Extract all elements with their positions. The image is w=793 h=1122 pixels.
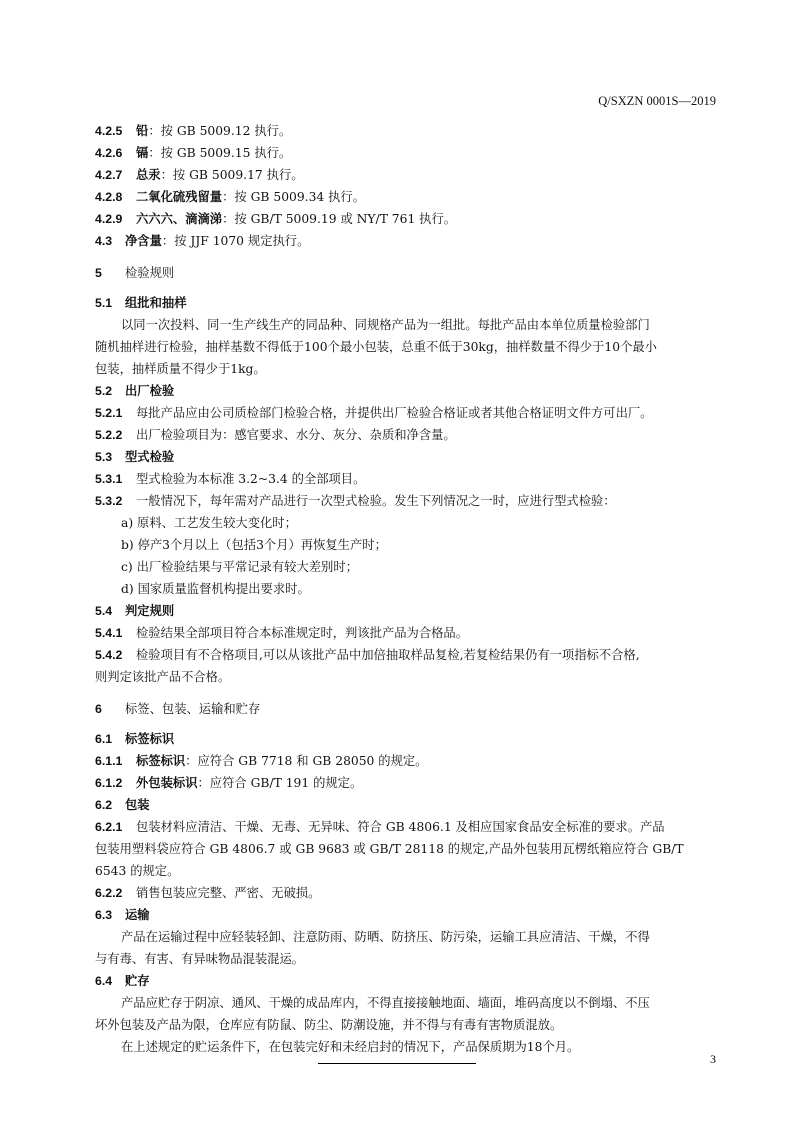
clause-5-1-heading: 5.1 组批和抽样 (95, 296, 187, 310)
standard-number: Q/SXZN 0001S—2019 (598, 94, 716, 108)
clause-5-4-2-cont: 则判定该批产品不合格。 (95, 670, 231, 684)
clause-6-4-para-line: 在上述规定的贮运条件下，在包装完好和未经启封的情况下，产品保质期为18个月。 (121, 1040, 580, 1054)
clause-5-4-1: 5.4.1 检验结果全部项目符合本标准规定时，判该批产品为合格品。 (95, 626, 469, 640)
document-body (95, 120, 717, 1058)
clause-6-4-heading: 6.4 贮存 (95, 974, 150, 988)
clause-5-4-heading: 5.4 判定规则 (95, 604, 175, 618)
clause-5-3-heading: 5.3 型式检验 (95, 450, 175, 464)
section-5-heading: 5 检验规则 (95, 266, 175, 280)
clause-5-2-2: 5.2.2 出厂检验项目为：感官要求、水分、灰分、杂质和净含量。 (95, 428, 456, 442)
clause-5-1-para-line: 随机抽样进行检验，抽样基数不得低于100个最小包装，总重不低于30kg，抽样数量不得少于10个最小 (95, 340, 657, 354)
clause-4-2-7: 4.2.7 总汞：按 GB 5009.17 执行。 (95, 168, 304, 182)
clause-5-4-2: 5.4.2 检验项目有不合格项目,可以从该批产品中加倍抽取样品复检,若复检结果仍有一项指标不合格, (95, 648, 640, 662)
clause-6-2-1: 6.2.1 包装材料应清洁、干燥、无毒、无异味、符合 GB 4806.1 及相应国家食品安全标准的要求。产品 (95, 820, 665, 834)
clause-6-1-2: 6.1.2 外包装标识：应符合 GB/T 191 的规定。 (95, 776, 363, 790)
list-item: d) 国家质量监督机构提出要求时。 (121, 582, 310, 596)
list-item: c) 出厂检验结果与平常记录有较大差别时； (121, 560, 358, 574)
clause-4-2-9: 4.2.9 六六六、滴滴涕：按 GB/T 5009.19 或 NY/T 761 执行。 (95, 212, 457, 226)
clause-5-1-para-line: 以同一次投料、同一生产线生产的同品种、同规格产品为一组批。每批产品由本单位质量检验部门 (121, 318, 650, 332)
list-item: a) 原料、工艺发生较大变化时； (121, 516, 297, 530)
clause-6-1-1: 6.1.1 标签标识：应符合 GB 7718 和 GB 28050 的规定。 (95, 754, 428, 768)
section-6-heading: 6 标签、包装、运输和贮存 (95, 702, 261, 716)
clause-6-2-heading: 6.2 包装 (95, 798, 150, 812)
clause-6-1-heading: 6.1 标签标识 (95, 732, 175, 746)
footer-rule (318, 1063, 476, 1064)
clause-6-2-2: 6.2.2 销售包装应完整、严密、无破损。 (95, 886, 321, 900)
clause-6-2-1-cont: 6543 的规定。 (95, 864, 180, 878)
clause-6-3-para-line: 与有毒、有害、有异味物品混装混运。 (95, 952, 305, 966)
clause-6-3-para-line: 产品在运输过程中应轻装轻卸、注意防雨、防晒、防挤压、防污染，运输工具应清洁、干燥，不得 (121, 930, 650, 944)
list-item: b) 停产3个月以上（包括3个月）再恢复生产时； (121, 538, 387, 552)
clause-4-2-5: 4.2.5 铅：按 GB 5009.12 执行。 (95, 124, 292, 138)
clause-4-2-6: 4.2.6 镉：按 GB 5009.15 执行。 (95, 146, 292, 160)
clause-6-4-para-line: 产品应贮存于阴凉、通风、干燥的成品库内，不得直接接触地面、墙面，堆码高度以不倒塌、不压 (121, 996, 650, 1010)
clause-4-2-8: 4.2.8 二氧化硫残留量：按 GB 5009.34 执行。 (95, 190, 366, 204)
page-number: 3 (710, 1052, 716, 1066)
clause-5-1-para-line: 包装，抽样质量不得少于1kg。 (95, 362, 266, 376)
clause-5-2-1: 5.2.1 每批产品应由公司质检部门检验合格，并提供出厂检验合格证或者其他合格证明文件方可出厂。 (95, 406, 653, 420)
clause-6-3-heading: 6.3 运输 (95, 908, 150, 922)
clause-6-4-para-line: 坏外包装及产品为限，仓库应有防鼠、防尘、防潮设施，并不得与有毒有害物质混放。 (95, 1018, 563, 1032)
clause-5-3-2: 5.3.2 一般情况下，每年需对产品进行一次型式检验。发生下列情况之一时，应进行型式检验： (95, 494, 616, 508)
clause-5-2-heading: 5.2 出厂检验 (95, 384, 175, 398)
clause-6-2-1-cont: 包装用塑料袋应符合 GB 4806.7 或 GB 9683 或 GB/T 28118 的规定,产品外包装用瓦楞纸箱应符合 GB/T (95, 842, 684, 856)
clause-5-3-1: 5.3.1 型式检验为本标准 3.2~3.4 的全部项目。 (95, 472, 366, 486)
clause-4-3: 4.3 净含量：按 JJF 1070 规定执行。 (95, 234, 310, 248)
